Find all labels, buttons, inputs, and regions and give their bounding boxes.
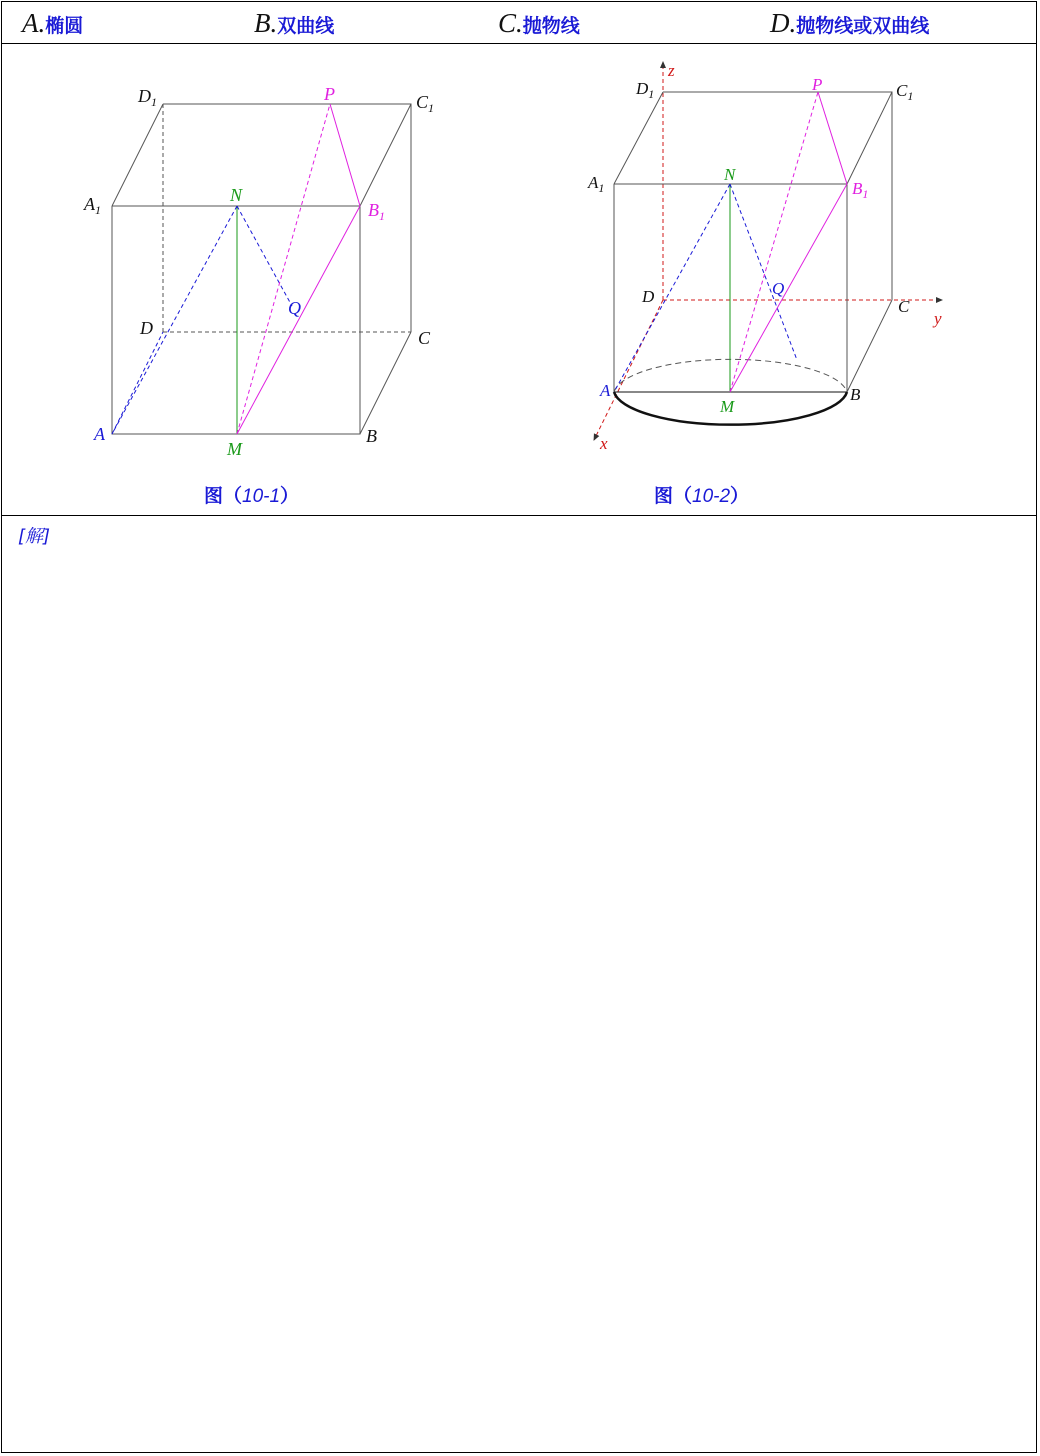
label-d1-2: $D_1$ — [636, 79, 655, 101]
label-c1-2: $C_1$ — [896, 81, 914, 103]
cube2-edge-b1c1 — [847, 92, 892, 184]
caption-10-2-prefix: 图（ — [654, 485, 693, 507]
caption-10-1 — [204, 481, 299, 508]
caption-10-2 — [654, 481, 749, 508]
segment-pb1-2 — [818, 92, 847, 184]
figure-10-2 — [522, 44, 1038, 514]
segment-mp-1 — [237, 104, 330, 434]
option-c-text: 抛物线 — [522, 15, 580, 37]
page-frame — [1, 1, 1037, 1453]
caption-10-1-prefix: 图（ — [204, 485, 243, 507]
label-n-2: N — [724, 165, 736, 184]
label-y-axis: y — [934, 309, 942, 328]
label-p-1: P — [324, 84, 335, 104]
label-d1-1: $D_1$ — [138, 86, 157, 109]
label-p-2: P — [812, 75, 823, 94]
cube1-hidden-ad — [112, 332, 163, 434]
cube2-edge-bc — [847, 300, 892, 392]
label-c-1: C — [418, 328, 431, 348]
label-a1-1: $A_1$ — [84, 194, 101, 217]
cube1-edge-a1d1 — [112, 104, 163, 206]
option-c-letter: C. — [498, 8, 523, 38]
label-b1-1: $B_1$ — [368, 200, 385, 223]
axis-x — [594, 300, 663, 440]
caption-10-1-num: 10-1 — [242, 486, 281, 507]
segment-mb1-2 — [730, 184, 847, 392]
label-a-1: A — [94, 424, 105, 444]
label-q-2: Q — [772, 279, 785, 298]
cube1-edge-bc — [360, 332, 411, 434]
solution-label: [解] — [18, 526, 51, 547]
label-x-axis: x — [600, 434, 608, 453]
label-a-2: A — [600, 381, 611, 400]
option-d[interactable] — [770, 6, 929, 40]
label-c-2: C — [898, 297, 910, 316]
cube1-edge-b1c1 — [360, 104, 411, 206]
segment-mp-2 — [730, 92, 818, 392]
segment-nq-1 — [237, 206, 292, 306]
label-n-1: N — [230, 185, 243, 205]
segment-nq-2 — [730, 184, 797, 360]
caption-10-1-suffix: ） — [280, 485, 300, 507]
segment-na-1 — [112, 206, 237, 434]
label-a1-2: $A_1$ — [588, 173, 605, 195]
label-b1-2: $B_1$ — [852, 179, 869, 201]
option-d-letter: D. — [770, 8, 797, 38]
figures-row — [2, 44, 1036, 516]
option-b-letter: B. — [254, 8, 278, 38]
label-b-1: B — [366, 426, 377, 446]
option-b[interactable] — [254, 6, 334, 40]
label-m-1: M — [227, 439, 242, 459]
caption-10-2-suffix: ） — [730, 485, 750, 507]
label-b-2: B — [850, 385, 861, 404]
label-z-axis: z — [668, 61, 675, 80]
label-c1-1: $C_1$ — [416, 92, 435, 115]
label-q-1: Q — [288, 298, 301, 318]
option-c[interactable] — [498, 6, 580, 40]
label-d-1: D — [140, 318, 153, 338]
cube2-edge-a1d1 — [614, 92, 663, 184]
option-a[interactable] — [22, 6, 83, 40]
segment-na-2 — [614, 184, 730, 392]
caption-10-2-num: 10-2 — [692, 486, 731, 507]
option-a-text: 椭圆 — [45, 15, 84, 37]
figure-10-1 — [2, 44, 522, 514]
label-m-2: M — [720, 397, 735, 416]
segment-pb1-1 — [330, 104, 360, 206]
label-d-2: D — [642, 287, 655, 306]
option-b-text: 双曲线 — [277, 15, 335, 37]
options-row — [2, 2, 1036, 44]
option-d-text: 抛物线或双曲线 — [796, 15, 930, 37]
option-a-letter: A. — [22, 8, 46, 38]
